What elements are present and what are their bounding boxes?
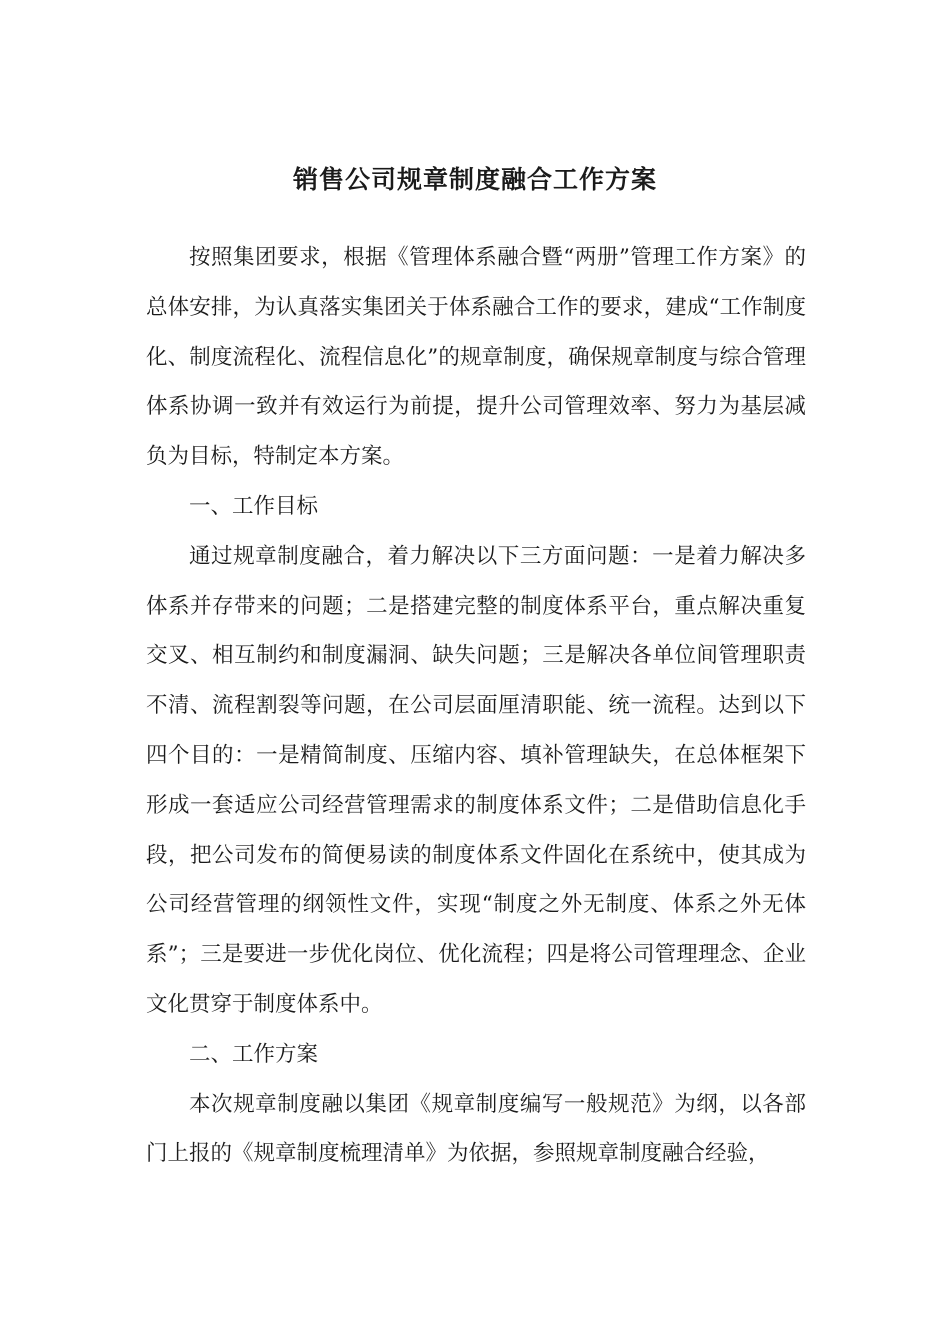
goals-paragraph: 通过规章制度融合，着力解决以下三方面问题：一是着力解决多体系并存带来的问题；二是搭建完整的制度体系平台，重点解决重复交叉、相互制约和制度漏洞、缺失问题；三是解决各单位间管理职责不清、流程割裂等问题，在公司层面厘清职能、统一流程。达到以下四个目的：一是精简制度、压缩内容、填补管理缺失，在总体框架下形成一套适应公司经营管理需求的制度体系文件；二是借助信息化手段，把公司发布的简便易读的制度体系文件固化在系统中，使其成为公司经营管理的纲领性文件，实现“制度之外无制度、体系之外无体系”；三是要进一步优化岗位、优化流程；四是将公司管理理念、企业文化贯穿于制度体系中。 xyxy=(146,543,806,1017)
section-heading-plan: 二、工作方案 xyxy=(189,1041,319,1067)
section-heading-goals: 一、工作目标 xyxy=(189,493,319,519)
document-title: 销售公司规章制度融合工作方案 xyxy=(292,165,657,194)
intro-paragraph: 按照集团要求，根据《管理体系融合暨“两册”管理工作方案》的总体安排，为认真落实集团关于体系融合工作的要求，建成“工作制度化、制度流程化、流程信息化”的规章制度，确保规章制度与综合管理体系协调一致并有效运行为前提，提升公司管理效率、努力为基层减负为目标，特制定本方案。 xyxy=(146,245,806,470)
document-body xyxy=(146,233,806,1179)
plan-paragraph: 本次规章制度融以集团《规章制度编写一般规范》为纲，以各部门上报的《规章制度梳理清单》为依据，参照规章制度融合经验， xyxy=(146,1091,806,1167)
